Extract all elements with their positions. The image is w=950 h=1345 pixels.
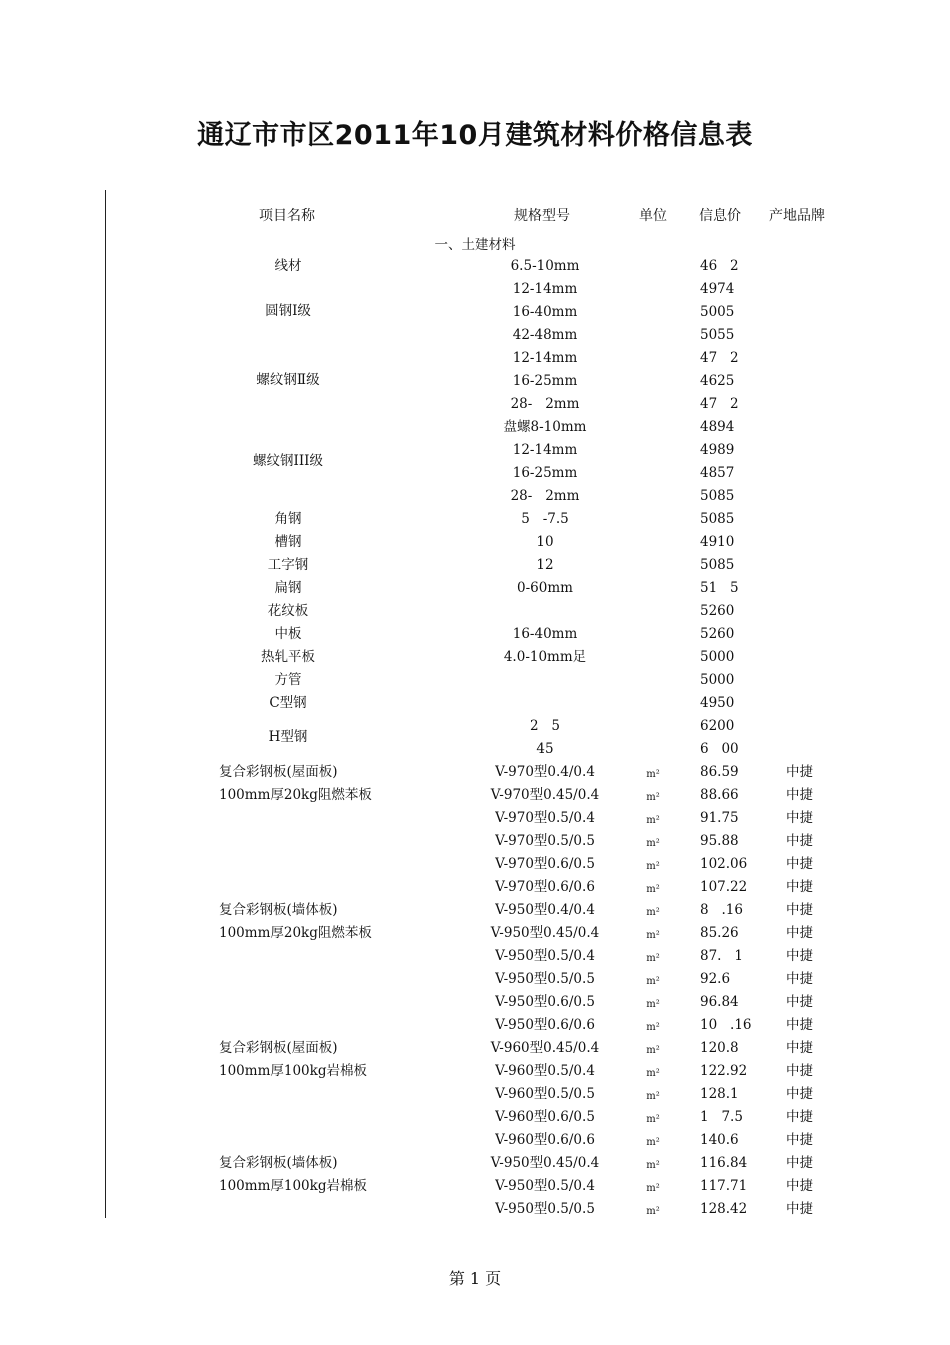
header-name: 项目名称 <box>259 208 315 224</box>
spec-cell: V-970型0.6/0.5 <box>495 856 595 872</box>
price-cell: 85.26 <box>700 925 739 941</box>
brand-cell: 中捷 <box>786 1040 813 1056</box>
item-name: C型钢 <box>269 695 307 711</box>
spec-cell: V-950型0.5/0.5 <box>495 1201 595 1217</box>
unit-cell: m² <box>646 1137 660 1148</box>
price-cell: 4894 <box>700 419 735 435</box>
price-cell: 6200 <box>700 718 735 734</box>
item-name: 100mm厚20kg阻燃苯板 <box>219 787 372 803</box>
spec-cell: V-970型0.4/0.4 <box>495 764 595 780</box>
spec-cell: 16-40mm <box>512 626 578 642</box>
unit-cell: m² <box>646 1091 660 1102</box>
brand-cell: 中捷 <box>786 948 813 964</box>
spec-cell: 12 <box>536 557 554 573</box>
spec-cell: 16-40mm <box>512 304 578 320</box>
price-cell: 8 .16 <box>700 902 743 918</box>
price-cell: 51 5 <box>700 580 739 596</box>
brand-cell: 中捷 <box>786 1155 813 1171</box>
item-name: 螺纹钢Ⅱ级 <box>256 372 320 388</box>
unit-cell: m² <box>646 1068 660 1079</box>
spec-cell: 4.0-10mm足 <box>503 649 587 665</box>
price-cell: 5085 <box>700 511 735 527</box>
spec-cell: 2 5 <box>529 718 561 734</box>
spec-cell: 45 <box>536 741 554 757</box>
price-cell: 91.75 <box>700 810 739 826</box>
price-cell: 96.84 <box>700 994 739 1010</box>
brand-cell: 中捷 <box>786 971 813 987</box>
page-number: 第 1 页 <box>448 1269 502 1288</box>
spec-cell: V-950型0.6/0.5 <box>495 994 595 1010</box>
brand-cell: 中捷 <box>786 1201 813 1217</box>
spec-cell: V-950型0.5/0.4 <box>495 1178 595 1194</box>
price-cell: 116.84 <box>700 1155 748 1171</box>
price-cell: 5085 <box>700 488 735 504</box>
unit-cell: m² <box>646 999 660 1010</box>
price-cell: 92.6 <box>700 971 731 987</box>
item-name: 热轧平板 <box>261 649 315 665</box>
spec-cell: V-970型0.5/0.5 <box>495 833 595 849</box>
unit-cell: m² <box>646 1160 660 1171</box>
unit-cell: m² <box>646 884 660 895</box>
unit-cell: m² <box>646 1183 660 1194</box>
spec-cell: 5 -7.5 <box>521 511 569 527</box>
item-name: 复合彩钢板(墙体板) <box>219 902 338 918</box>
item-name: H型钢 <box>268 729 308 745</box>
spec-cell: 42-48mm <box>512 327 578 343</box>
item-name: 线材 <box>274 258 302 274</box>
unit-cell: m² <box>646 1022 660 1033</box>
spec-cell: 28- 2mm <box>510 488 580 504</box>
price-cell: 4625 <box>700 373 735 389</box>
price-cell: 5260 <box>700 603 735 619</box>
spec-cell: V-950型0.5/0.5 <box>495 971 595 987</box>
spec-cell: V-950型0.45/0.4 <box>490 925 600 941</box>
brand-cell: 中捷 <box>786 1086 813 1102</box>
unit-cell: m² <box>646 792 660 803</box>
price-cell: 5085 <box>700 557 735 573</box>
spec-cell: 12-14mm <box>512 281 578 297</box>
price-cell: 4974 <box>700 281 735 297</box>
item-name: 角钢 <box>274 511 302 527</box>
spec-cell: V-960型0.6/0.6 <box>495 1132 595 1148</box>
spec-cell: 12-14mm <box>512 350 578 366</box>
price-cell: 122.92 <box>700 1063 748 1079</box>
spec-cell: V-960型0.6/0.5 <box>495 1109 595 1125</box>
price-cell: 86.59 <box>700 764 739 780</box>
price-cell: 95.88 <box>700 833 739 849</box>
brand-cell: 中捷 <box>786 856 813 872</box>
item-name: 圆钢I级 <box>265 303 311 319</box>
spec-cell: V-970型0.6/0.6 <box>495 879 595 895</box>
unit-cell: m² <box>646 1045 660 1056</box>
item-name: 方管 <box>274 672 302 688</box>
price-cell: 140.6 <box>700 1132 739 1148</box>
spec-cell: V-960型0.5/0.4 <box>495 1063 595 1079</box>
price-cell: 47 2 <box>700 396 739 412</box>
item-name: 槽钢 <box>274 534 302 550</box>
price-cell: 6 00 <box>700 741 739 757</box>
spec-cell: 28- 2mm <box>510 396 580 412</box>
brand-cell: 中捷 <box>786 1109 813 1125</box>
spec-cell: V-960型0.45/0.4 <box>490 1040 600 1056</box>
spec-cell: 10 <box>536 534 554 550</box>
price-cell: 107.22 <box>700 879 748 895</box>
spec-cell: V-950型0.6/0.6 <box>495 1017 595 1033</box>
item-name: 扁钢 <box>274 580 302 596</box>
unit-cell: m² <box>646 815 660 826</box>
spec-cell: V-970型0.5/0.4 <box>495 810 595 826</box>
spec-cell: V-950型0.45/0.4 <box>490 1155 600 1171</box>
price-cell: 5055 <box>700 327 735 343</box>
price-cell: 120.8 <box>700 1040 739 1056</box>
item-name: 100mm厚20kg阻燃苯板 <box>219 925 372 941</box>
unit-cell: m² <box>646 1206 660 1217</box>
header-brand: 产地品牌 <box>769 208 825 224</box>
price-cell: 117.71 <box>700 1178 748 1194</box>
item-name: 中板 <box>274 626 302 642</box>
price-cell: 10 .16 <box>700 1017 752 1033</box>
brand-cell: 中捷 <box>786 994 813 1010</box>
brand-cell: 中捷 <box>786 1132 813 1148</box>
price-cell: 5260 <box>700 626 735 642</box>
price-cell: 46 2 <box>700 258 739 274</box>
brand-cell: 中捷 <box>786 810 813 826</box>
item-name: 螺纹钢III级 <box>253 453 323 469</box>
price-cell: 128.1 <box>700 1086 739 1102</box>
price-cell: 102.06 <box>700 856 748 872</box>
spec-cell: 16-25mm <box>512 465 578 481</box>
spec-cell: 0-60mm <box>517 580 573 596</box>
header-spec: 规格型号 <box>514 208 570 224</box>
brand-cell: 中捷 <box>786 764 813 780</box>
header-price: 信息价 <box>699 208 741 224</box>
unit-cell: m² <box>646 769 660 780</box>
item-name: 复合彩钢板(墙体板) <box>219 1155 338 1171</box>
price-cell: 88.66 <box>700 787 739 803</box>
unit-cell: m² <box>646 930 660 941</box>
item-name: 复合彩钢板(屋面板) <box>219 764 338 780</box>
page-title: 通辽市市区2011年10月建筑材料价格信息表 <box>197 120 753 151</box>
price-cell: 47 2 <box>700 350 739 366</box>
spec-cell: 盘螺8-10mm <box>503 419 587 435</box>
item-name: 复合彩钢板(屋面板) <box>219 1040 338 1056</box>
brand-cell: 中捷 <box>786 787 813 803</box>
unit-cell: m² <box>646 861 660 872</box>
price-cell: 4950 <box>700 695 735 711</box>
spec-cell: V-950型0.5/0.4 <box>495 948 595 964</box>
item-name: 工字钢 <box>267 557 309 573</box>
price-cell: 4910 <box>700 534 735 550</box>
unit-cell: m² <box>646 1114 660 1125</box>
header-unit: 单位 <box>639 208 667 224</box>
left-border-line <box>105 190 106 1218</box>
brand-cell: 中捷 <box>786 902 813 918</box>
unit-cell: m² <box>646 976 660 987</box>
brand-cell: 中捷 <box>786 1063 813 1079</box>
price-cell: 5000 <box>700 672 735 688</box>
price-cell: 87. 1 <box>700 948 743 964</box>
brand-cell: 中捷 <box>786 879 813 895</box>
price-cell: 4989 <box>700 442 735 458</box>
brand-cell: 中捷 <box>786 925 813 941</box>
unit-cell: m² <box>646 907 660 918</box>
price-cell: 1 7.5 <box>700 1109 743 1125</box>
spec-cell: 6.5-10mm <box>510 258 580 274</box>
item-name: 100mm厚100kg岩棉板 <box>219 1063 367 1079</box>
spec-cell: 12-14mm <box>512 442 578 458</box>
spec-cell: V-960型0.5/0.5 <box>495 1086 595 1102</box>
unit-cell: m² <box>646 953 660 964</box>
price-cell: 5005 <box>700 304 735 320</box>
price-cell: 4857 <box>700 465 735 481</box>
brand-cell: 中捷 <box>786 1178 813 1194</box>
spec-cell: 16-25mm <box>512 373 578 389</box>
section-title: 一、土建材料 <box>434 237 516 253</box>
item-name: 100mm厚100kg岩棉板 <box>219 1178 367 1194</box>
brand-cell: 中捷 <box>786 833 813 849</box>
spec-cell: V-950型0.4/0.4 <box>495 902 595 918</box>
spec-cell: V-970型0.45/0.4 <box>490 787 600 803</box>
price-cell: 5000 <box>700 649 735 665</box>
price-cell: 128.42 <box>700 1201 748 1217</box>
brand-cell: 中捷 <box>786 1017 813 1033</box>
item-name: 花纹板 <box>267 603 309 619</box>
unit-cell: m² <box>646 838 660 849</box>
